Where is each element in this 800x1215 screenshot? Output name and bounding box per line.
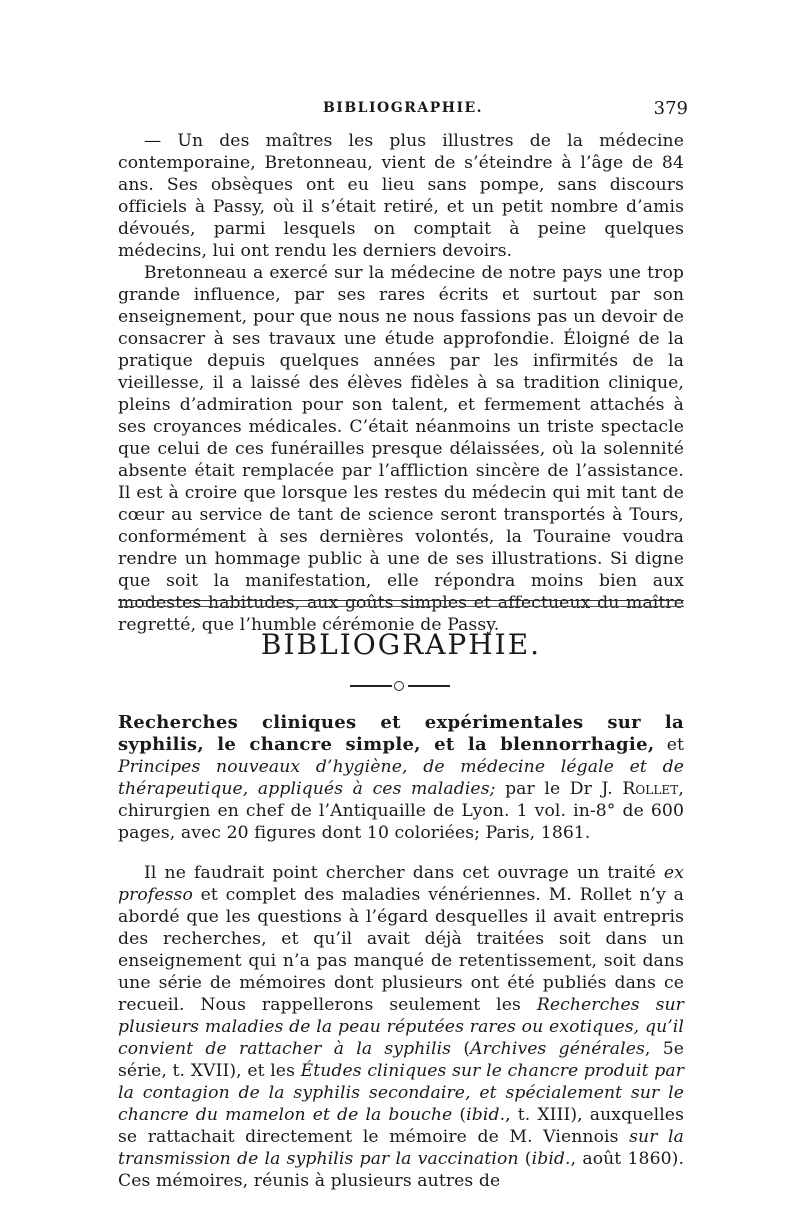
review-paragraph (118, 862, 684, 1192)
review-italic-run: ibid. (531, 1149, 571, 1169)
running-title: BIBLIOGRAPHIE. (322, 100, 484, 116)
review-italic-run: Recherches sur plusieurs maladies de la peau réputées rares ou exotiques, qu’il convient de rattacher à la syphilis (118, 995, 684, 1059)
page-number: 379 (653, 98, 688, 119)
ornament-line (350, 685, 392, 687)
ornament-divider (350, 680, 450, 692)
running-head (118, 100, 688, 124)
review-text-run: ( (518, 1149, 532, 1169)
entry-details: , chirurgien en chef de l’Antiquaille de Lyon. 1 vol. in-8° de 600 pages, avec 20 figures dont 10 coloriées; Paris, 1861. (118, 779, 684, 843)
obituary-paragraph: Bretonneau a exercé sur la médecine de notre pays une trop grande influence, par ses rares écrits et surtout par son enseignement, pour que nous ne nous fassions pas un devoir de consacrer à ses travaux une étude approfondie. Éloigné de la pratique depuis quelques années par les infirmités de la vieillesse, il a laissé des élèves fidèles à sa tradition clinique, pleins d’admiration pour son talent, et fermement attachés à ses croyances médicales. C’était néanmoins un triste spectacle que celui de ces funérailles presque délaissées, où la solennité absente était remplacée par l’affliction sincère de l’assistance. Il est à croire que lorsque les restes du médecin qui mit tant de cœur au service de tant de science seront transportés à Tours, conformément à ses dernières volontés, la Touraine voudra rendre un hommage public à une de ses illustrations. Si digne que soit la manifestation, elle répondra moins bien aux modestes habitudes, aux goûts simples et affectueux du maître regretté, que l’humble cérémonie de Passy. (118, 263, 684, 635)
section-divider-rule (118, 600, 684, 607)
entry-connector: et (654, 735, 684, 755)
review-italic-run: ibid. (466, 1105, 506, 1125)
review-italic-run: Archives générales (470, 1039, 645, 1059)
entry-subtitle: Principes nouveaux d’hygiène, de médecine légale et de thérapeutique, appliqués à ces maladies; (118, 757, 684, 799)
review-text-run: , t. XIII), auxquelles se rattachait directement le mémoire de M. Viennois (118, 1105, 684, 1147)
review-italic-run: Études cliniques sur le chancre produit par la contagion de la syphilis secondaire, et spécialement sur le chancre du mamelon et de la bouche (118, 1061, 685, 1125)
obituary-paragraph: — Un des maîtres les plus illustres de la médecine contemporaine, Bretonneau, vient de s’éteindre à l’âge de 84 ans. Ses obsèques ont eu lieu sans pompe, sans discours officiels à Passy, où il s’était retiré, et un petit nombre d’amis dévoués, parmi lesquels on comptait à peine quelques médecins, lui ont rendu les derniers devoirs. (118, 131, 684, 261)
review-italic-run: sur la transmission de la syphilis par la vaccination (118, 1127, 684, 1169)
review-text-run: ( (451, 1039, 471, 1059)
review-text-run: ( (452, 1105, 467, 1125)
entry-by: par le Dr J. (495, 779, 623, 799)
review-text-run: , août 1860). Ces mémoires, réunis à plusieurs autres de (118, 1149, 685, 1191)
review-text (118, 862, 684, 1192)
section-title: BIBLIOGRAPHIE. (260, 628, 542, 661)
review-text-run: Il ne faudrait point chercher dans cet ouvrage un traité (144, 863, 664, 883)
obituary-notice (118, 130, 684, 636)
ornament-line (408, 685, 450, 687)
review-text-run: et complet des maladies vénériennes. M. Rollet n’y a abordé que les questions à l’égard desquelles il avait entrepris des recherches, et qu’il avait déjà traitées soit dans un enseignement qui n’a pas manqué de retentissement, soit dans une série de mémoires dont plusieurs ont été publiés dans ce recueil. Nous rappellerons seulement les (118, 885, 684, 1015)
review-text-run: , 5e série, t. XVII), et les (118, 1039, 684, 1081)
ornament-dot (394, 681, 404, 691)
bibliography-entry (118, 712, 684, 844)
review-italic-run: ex professo (118, 863, 684, 905)
entry-author: Rollet (622, 779, 679, 799)
entry-title: Recherches cliniques et expérimentales sur la syphilis, le chancre simple, et la blennorrhagie, (118, 712, 684, 755)
